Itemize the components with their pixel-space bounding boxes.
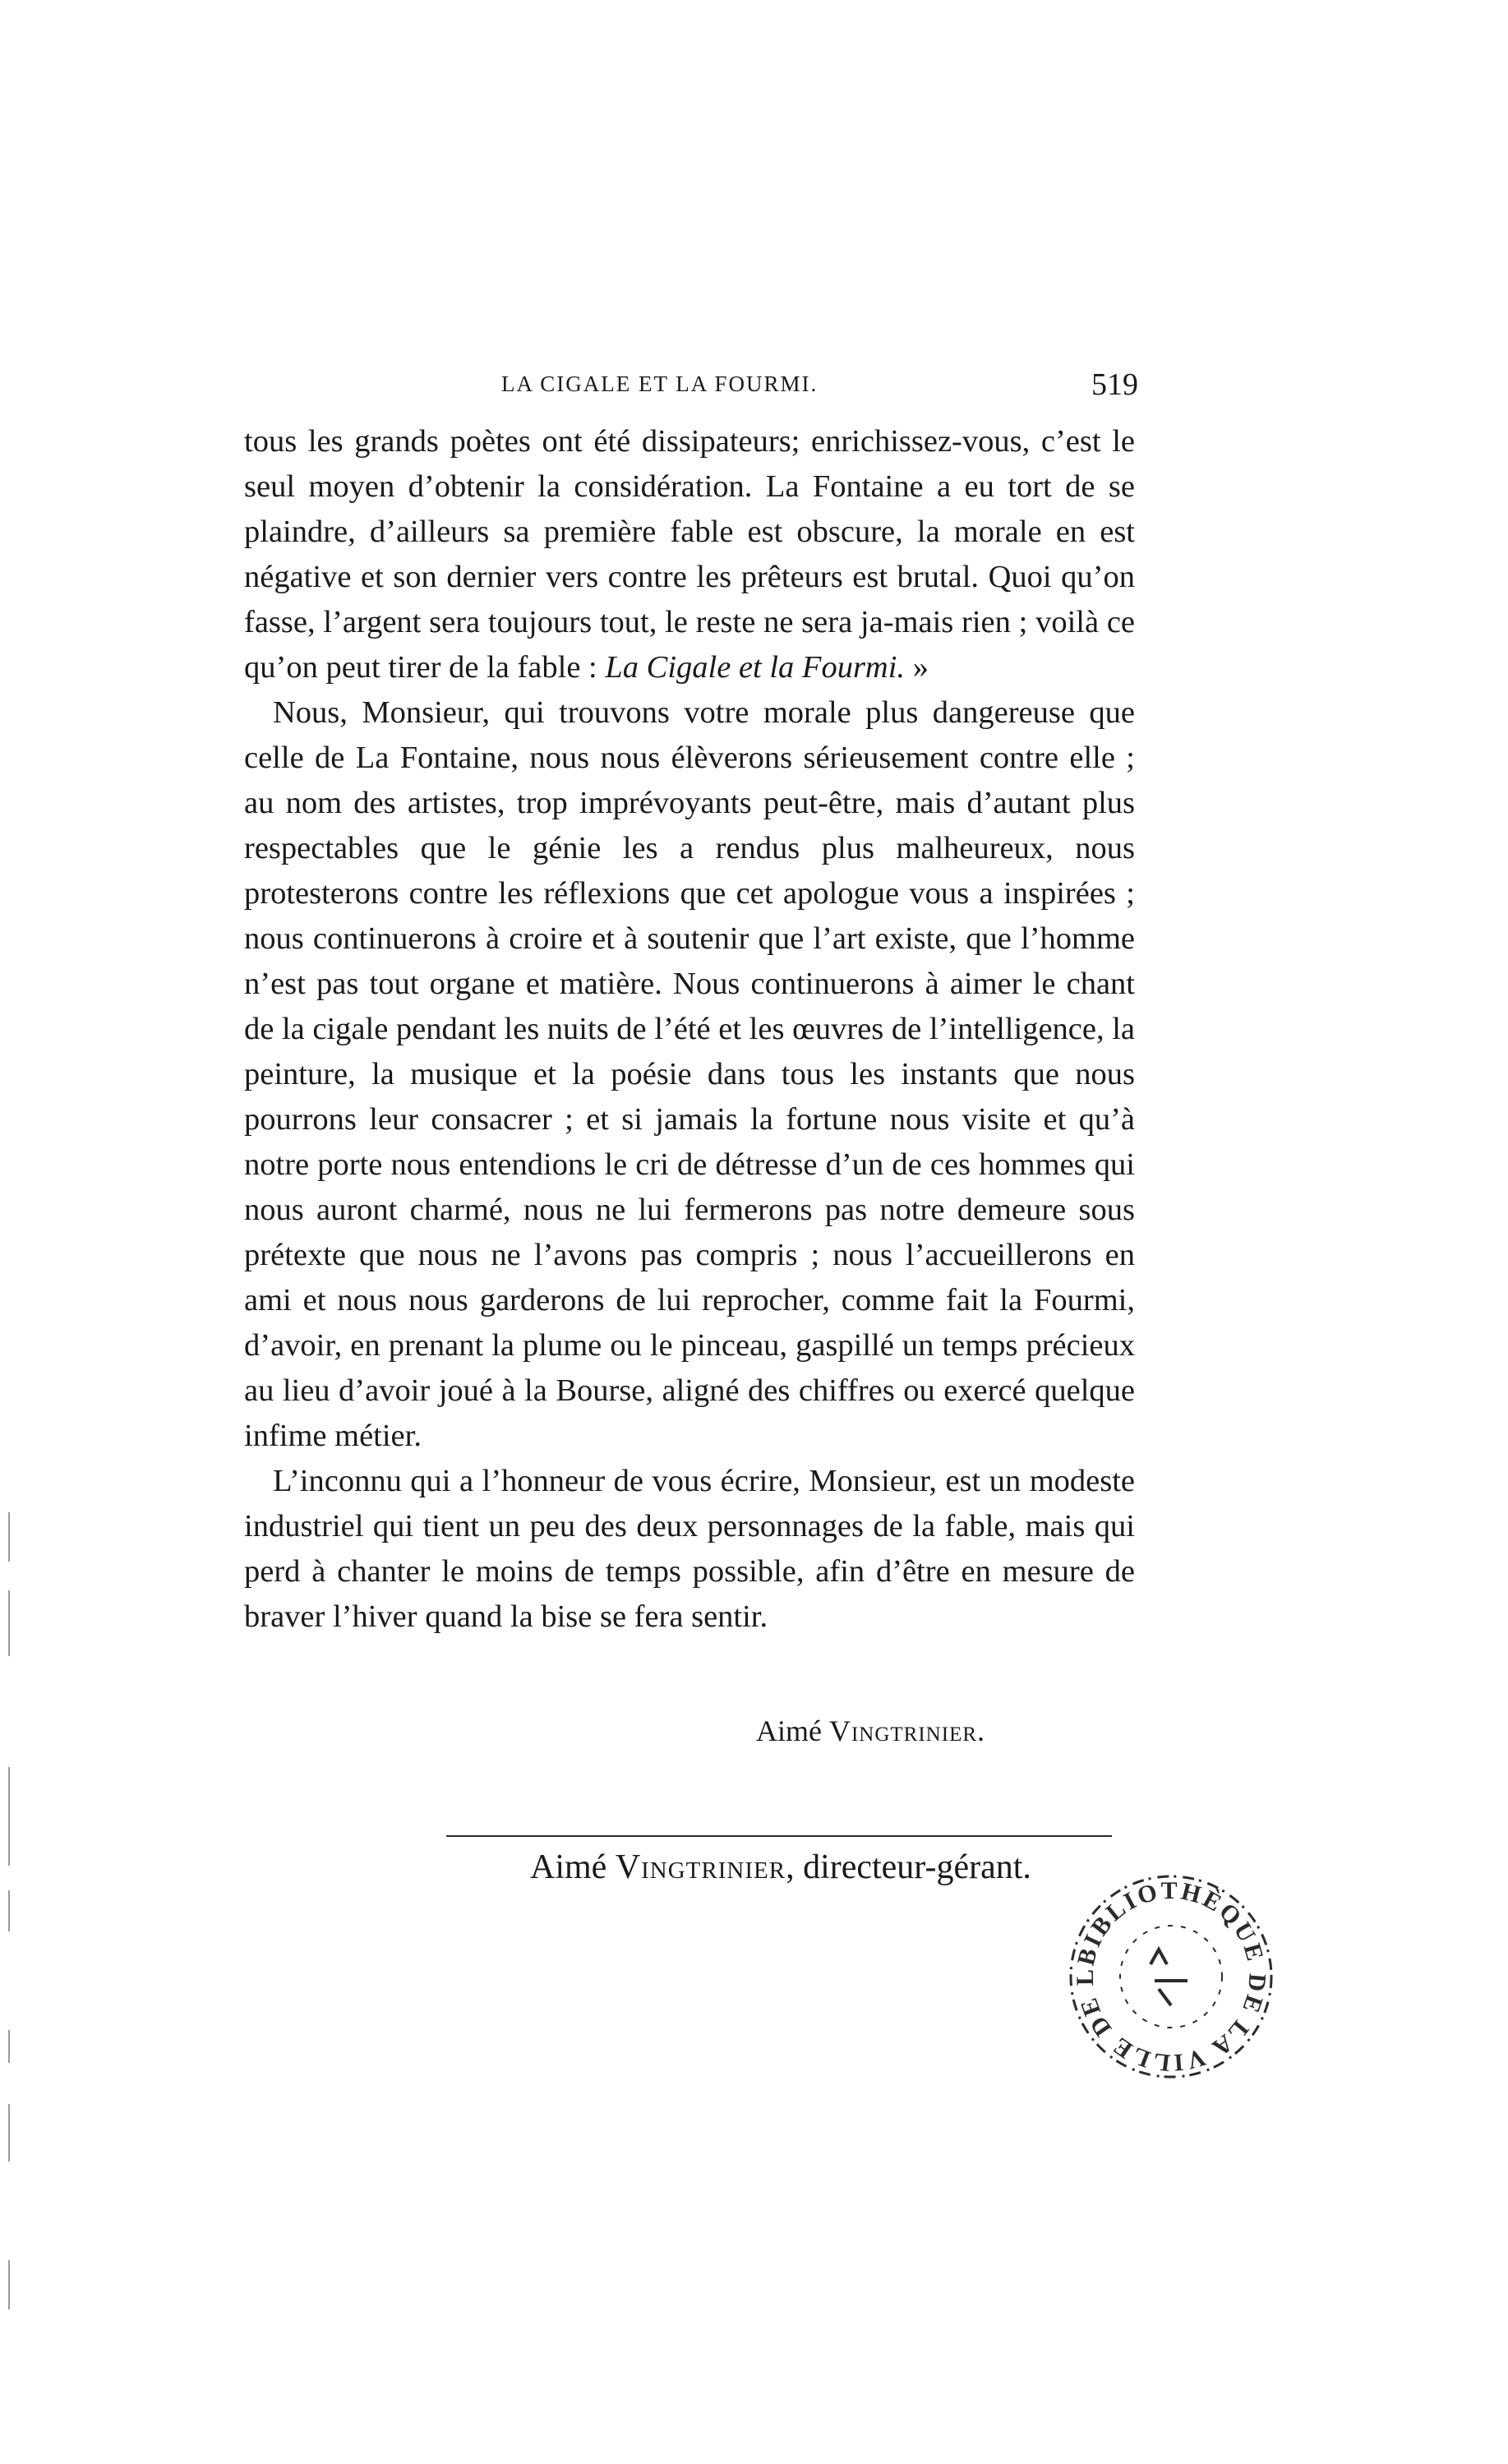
closing-quote: » — [905, 650, 929, 685]
library-stamp — [1060, 1866, 1282, 2088]
paragraph-1-line-4: en est négative et son dernier vers contre les prêteurs est brutal. — [244, 514, 1135, 594]
imprint-first-name: Aimé — [530, 1848, 616, 1886]
imprint-role: , directeur-gérant. — [786, 1848, 1031, 1886]
paragraph-1-line-5: Quoi qu’on fasse, l’argent sera toujours tout, le reste ne sera ja- — [244, 560, 1135, 639]
paragraph-3: L’inconnu qui a l’honneur de vous écrire, Monsieur, est un modeste industriel qui tient un peu des deux personnages de la fable, mais qui perd à chanter le moins de temps possible, afin d’être en mesure de braver l’hiver quand la bise se fera sentir. — [244, 1464, 1135, 1634]
scan-mark — [8, 1890, 10, 1931]
paragraph-1-line-1: tous les grands poètes ont été dissipateurs; enrichissez-vous, c’est — [244, 424, 1113, 459]
running-head — [238, 367, 1138, 408]
paragraph-1 — [244, 419, 1135, 690]
running-title: LA CIGALE ET LA FOURMI. — [501, 371, 819, 396]
library-stamp-icon — [1060, 1866, 1282, 2088]
signature-first-name: Aimé — [756, 1714, 829, 1747]
body-text — [244, 419, 1135, 1640]
paragraph-1-line-6: mais rien ; voilà ce qu’on peut tirer de la fable : — [244, 605, 1135, 685]
horizontal-rule — [446, 1835, 1112, 1837]
page-number: 519 — [1091, 367, 1138, 402]
paragraph-2: Nous, Monsieur, qui trouvons votre morale plus dangereuse que celle de La Fontaine, nous nous élèverons sérieusement contre elle ; au nom des artistes, trop imprévoyants peut-être, mais d’autant plus respectables que le génie les a rendus plus malheureux, nous protesterons contre les réflexions que cet apologue vous a inspirées ; nous continuerons à croire et à soutenir que l’art existe, que l’homme n’est pas tout organe et matière. Nous continuerons à aimer le chant de la cigale pendant les nuits de l’été et les œuvres de l’intelligence, la peinture, la musique et la poésie dans tous les instants que nous pourrons leur consacrer ; et si jamais la fortune nous visite et qu’à notre porte nous entendions le cri de détresse d’un de ces hommes qui nous auront charmé, nous ne lui fermerons pas notre demeure sous prétexte que nous ne l’avons pas compris ; nous l’accueillerons en ami et nous nous garderons de lui reprocher, comme fait la Fourmi, d’avoir, en prenant la plume ou le pinceau, gaspillé un temps précieux au lieu d’avoir joué à la Bourse, aligné des chiffres ou exercé quelque infime métier. — [244, 695, 1135, 1453]
stamp-inner-ring — [1120, 1926, 1222, 2028]
scan-mark — [8, 1767, 10, 1866]
stamp-emblem — [1151, 1950, 1187, 2005]
stamp-text: BIBLIOTHÈQUE DE LA VILLE DE L — [1071, 1876, 1271, 2077]
left-margin-scan-marks — [0, 0, 33, 2464]
scan-mark — [8, 2030, 10, 2063]
signature-surname: Vingtrinier. — [828, 1714, 986, 1747]
scan-mark — [8, 2104, 10, 2162]
scan-mark — [8, 1590, 10, 1656]
imprint-surname: Vingtrinier — [615, 1848, 786, 1886]
paragraph-1-line-3: de se plaindre, d’ailleurs sa première fable est obscure, la morale — [244, 469, 1135, 549]
paragraph-1-line-2: le seul moyen d’obtenir la considération. La Fontaine a eu tort — [244, 424, 1135, 504]
imprint-line — [530, 1848, 1031, 1887]
scan-mark — [8, 1512, 10, 1562]
signature — [756, 1714, 985, 1748]
scan-mark — [8, 2260, 10, 2309]
fable-title: La Cigale et la Fourmi. — [605, 650, 906, 685]
